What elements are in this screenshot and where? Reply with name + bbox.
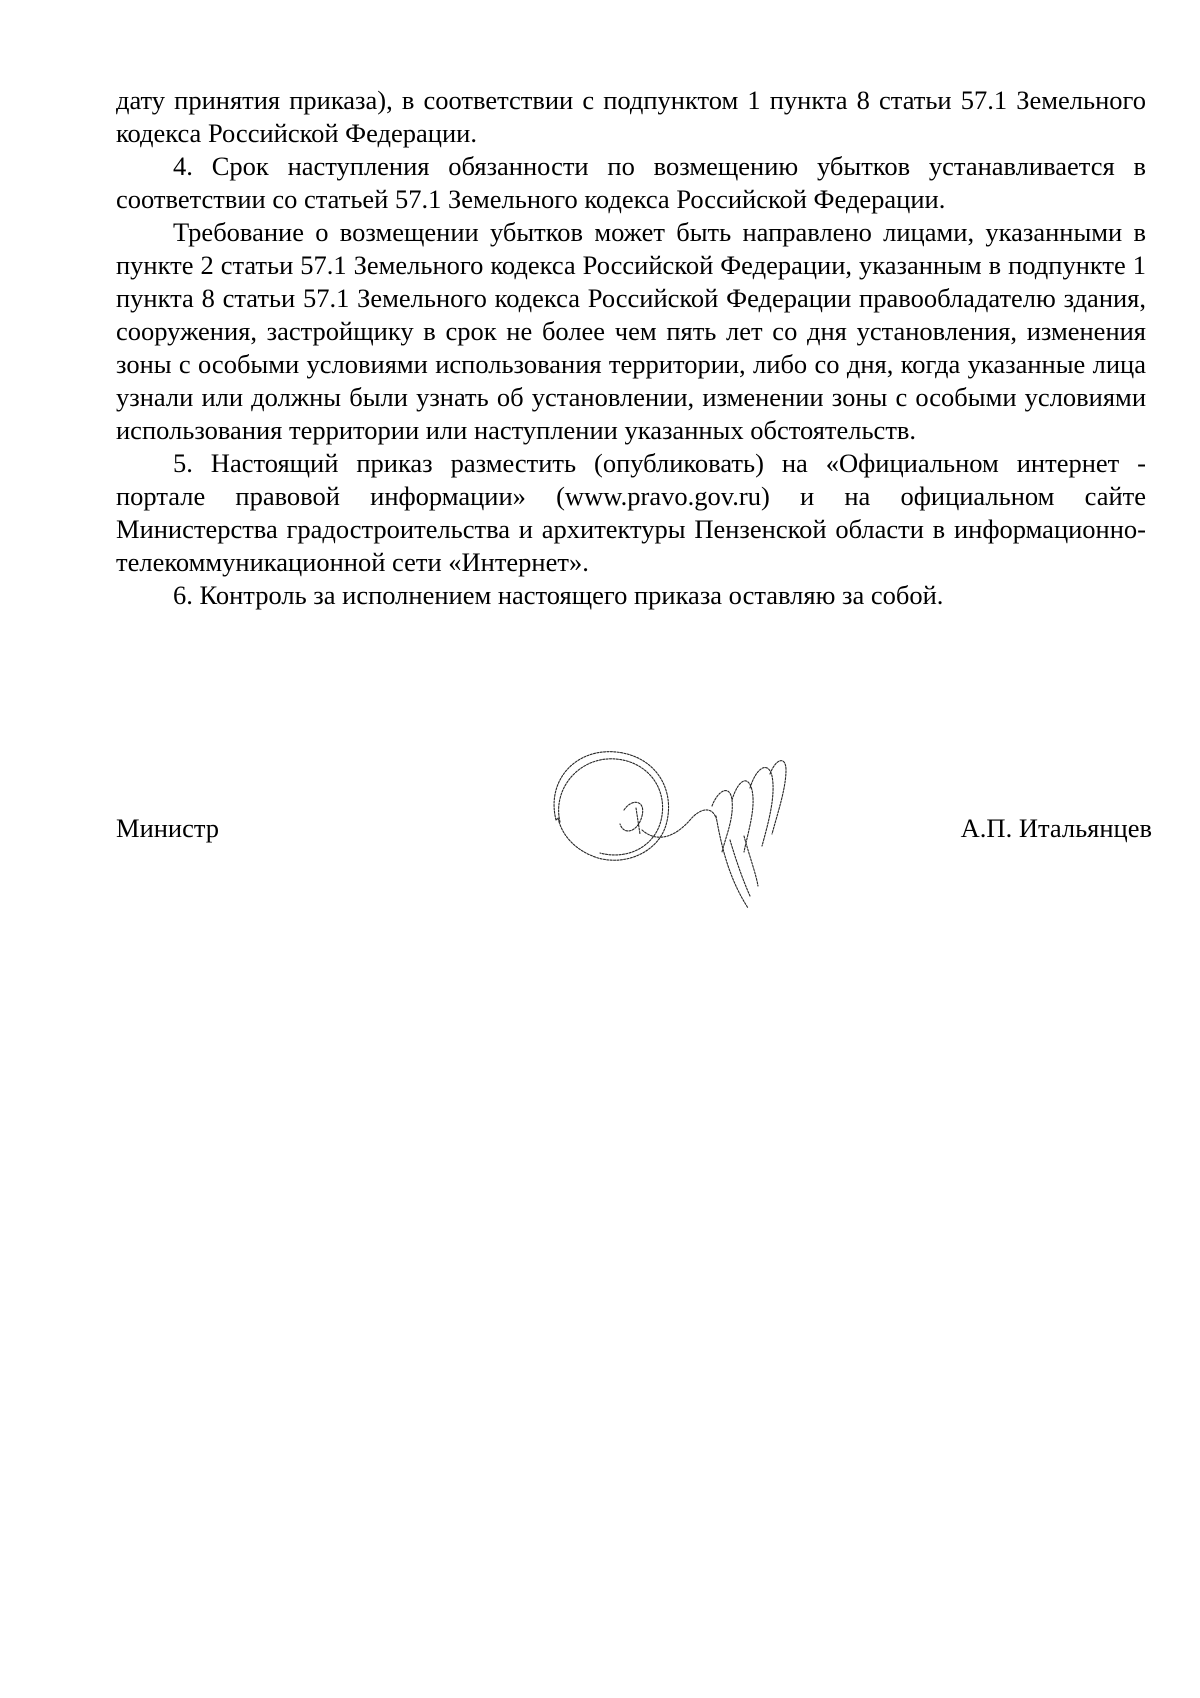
handwritten-signature — [486, 740, 806, 930]
paragraph-item-5: 5. Настоящий приказ разместить (опубликовать) на «Официальном интернет - портале правовой информации» (www.pravo.gov.ru) и на официальном сайте Министерства градостроительства и архитектуры Пензенской области в информационно-телекоммуникационной сети «Интернет». — [116, 448, 1146, 577]
signatory-name: А.П. Итальянцев — [960, 813, 1152, 843]
paragraph-damages-claim: Требование о возмещении убытков может быть направлено лицами, указанными в пункте 2 статьи 57.1 Земельного кодекса Российской Федерации, указанным в подпункте 1 пункта 8 статьи 57.1 Земельного кодекса Российской Федерации правообладателю здания, сооружения, застройщику в срок не более чем пять лет со дня установления, изменения зоны с особыми условиями использования территории, либо со дня, когда указанные лица узнали или должны были узнать об установлении, изменении зоны с особыми условиями использования территории или наступлении указанных обстоятельств. — [116, 217, 1146, 445]
paragraph-continuation: дату принятия приказа), в соответствии с подпунктом 1 пункта 8 статьи 57.1 Земельного кодекса Российской Федерации. — [116, 85, 1146, 148]
paragraph-item-4: 4. Срок наступления обязанности по возмещению убытков устанавливается в соответствии со статьей 57.1 Земельного кодекса Российской Федерации. — [116, 151, 1146, 214]
document-body — [116, 84, 1146, 612]
signature-block — [116, 740, 1152, 930]
paragraph-item-6: 6. Контроль за исполнением настоящего приказа оставляю за собой. — [173, 580, 944, 610]
signatory-position: Министр — [116, 813, 220, 843]
